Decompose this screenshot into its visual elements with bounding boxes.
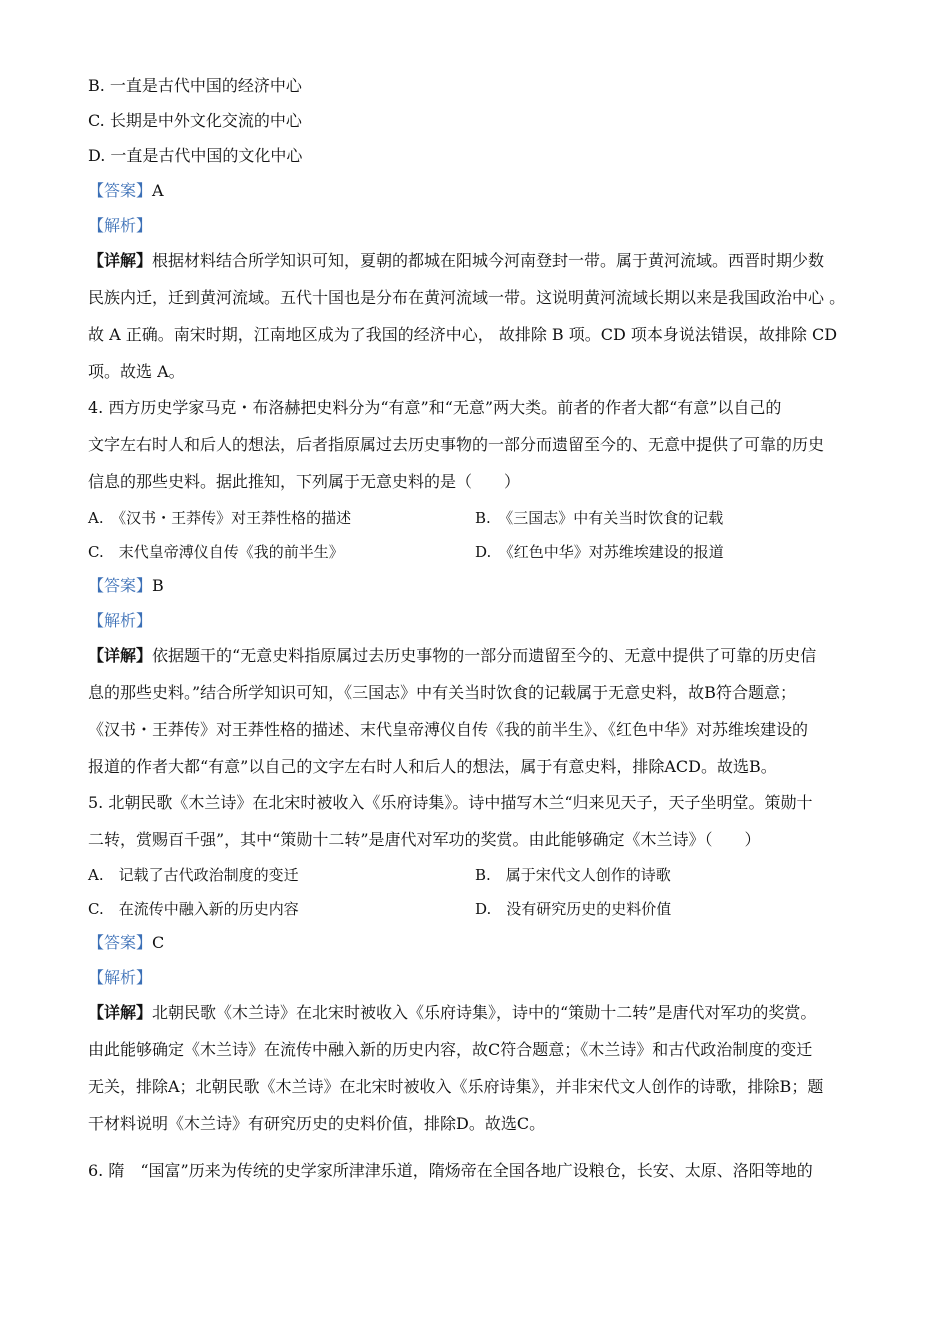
q4-detail-line: 报道的作者大都“有意”以自己的文字左右时人和后人的想法，属于有意史料，排除ACD。故选B。: [88, 757, 777, 776]
q5-answer: [88, 933, 164, 953]
q4-stem-line: 4. 西方历史学家马克・布洛赫把史料分为“有意”和“无意”两大类。前者的作者大都“有意”以自己的: [88, 398, 782, 417]
detail-label: 【详解】: [88, 646, 153, 665]
q4-stem-line: 信息的那些史料。据此推知，下列属于无意史料的是（ ）: [88, 472, 521, 491]
q5-detail-line: [88, 1003, 816, 1023]
q3-detail-line: [88, 251, 824, 271]
q4-option-d: D. 《红色中华》对苏维埃建设的报道: [475, 543, 724, 561]
q6-stem-line: 6. 隋 “国富”历来为传统的史学家所津津乐道，隋炀帝在全国各地广设粮仓，长安、太原、洛阳等地的: [88, 1161, 813, 1180]
answer-value: C: [152, 933, 165, 952]
q3-answer: [88, 181, 164, 201]
q5-detail-line: 由此能够确定《木兰诗》在流传中融入新的历史内容，故C符合题意；《木兰诗》和古代政治制度的变迁: [88, 1040, 813, 1059]
q5-option-c: C. 在流传中融入新的历史内容: [88, 900, 299, 918]
q5-detail-line: 干材料说明《木兰诗》有研究历史的史料价值，排除D。故选C。: [88, 1114, 546, 1133]
detail-label: 【详解】: [88, 251, 153, 270]
q5-option-b: B. 属于宋代文人创作的诗歌: [475, 866, 671, 884]
q4-stem-line: 文字左右时人和后人的想法，后者指原属过去历史事物的一部分而遗留至今的、无意中提供了可靠的历史: [88, 435, 825, 454]
q3-detail-line: 民族内迁，迁到黄河流域。五代十国也是分布在黄河流域一带。这说明黄河流域长期以来是我国政治中心 。: [88, 288, 846, 307]
q3-detail-line: 项。故选 A。: [88, 362, 185, 381]
q3-option-b: B. 一直是古代中国的经济中心: [88, 76, 302, 95]
q4-detail-line: 息的那些史料。”结合所学知识可知，《三国志》中有关当时饮食的记载属于无意史料，故B符合题意；: [88, 683, 796, 702]
q3-option-c: C. 长期是中外文化交流的中心: [88, 111, 302, 130]
q4-detail-line: 《汉书・王莽传》对王莽性格的描述、末代皇帝溥仪自传《我的前半生》、《红色中华》对苏维埃建设的: [88, 720, 809, 739]
answer-value: A: [152, 181, 164, 200]
q4-answer: [88, 576, 164, 596]
q5-option-d: D. 没有研究历史的史料价值: [475, 900, 672, 918]
q5-option-a: A. 记载了古代政治制度的变迁: [88, 866, 299, 884]
q5-stem-line: 二转，赏赐百千强”，其中“策勋十二转”是唐代对军功的奖赏。由此能够确定《木兰诗》（ ）: [88, 830, 761, 849]
q4-option-a: A. 《汉书・王莽传》对王莽性格的描述: [88, 509, 352, 527]
answer-label: 【答案】: [88, 933, 153, 952]
q5-analysis-label: 【解析】: [88, 968, 153, 987]
detail-text: 北朝民歌《木兰诗》在北宋时被收入《乐府诗集》，诗中的“策勋十二转”是唐代对军功的奖赏。: [152, 1003, 817, 1022]
q4-detail-line: [88, 646, 816, 666]
q4-analysis-label: 【解析】: [88, 611, 153, 630]
q3-detail-line: 故 A 正确。南宋时期，江南地区成为了我国的经济中心， 故排除 B 项。CD 项本身说法错误，故排除 CD: [88, 325, 838, 344]
detail-text: 根据材料结合所学知识可知，夏朝的都城在阳城今河南登封一带。属于黄河流域。西晋时期少数: [152, 251, 825, 270]
q5-detail-line: 无关，排除A；北朝民歌《木兰诗》在北宋时被收入《乐府诗集》，并非宋代文人创作的诗歌，排除B；题: [88, 1077, 824, 1096]
q4-option-c: C. 末代皇帝溥仪自传《我的前半生》: [88, 543, 344, 561]
answer-label: 【答案】: [88, 181, 153, 200]
answer-value: B: [152, 576, 164, 595]
q4-option-b: B. 《三国志》中有关当时饮食的记载: [475, 509, 724, 527]
detail-text: 依据题干的“无意史料指原属过去历史事物的一部分而遗留至今的、无意中提供了可靠的历史信: [152, 646, 817, 665]
detail-label: 【详解】: [88, 1003, 153, 1022]
q5-stem-line: 5. 北朝民歌《木兰诗》在北宋时被收入《乐府诗集》。诗中描写木兰“归来见天子，天子坐明堂。策勋十: [88, 793, 813, 812]
q3-analysis-label: 【解析】: [88, 216, 153, 235]
q3-option-d: D. 一直是古代中国的文化中心: [88, 146, 303, 165]
answer-label: 【答案】: [88, 576, 153, 595]
